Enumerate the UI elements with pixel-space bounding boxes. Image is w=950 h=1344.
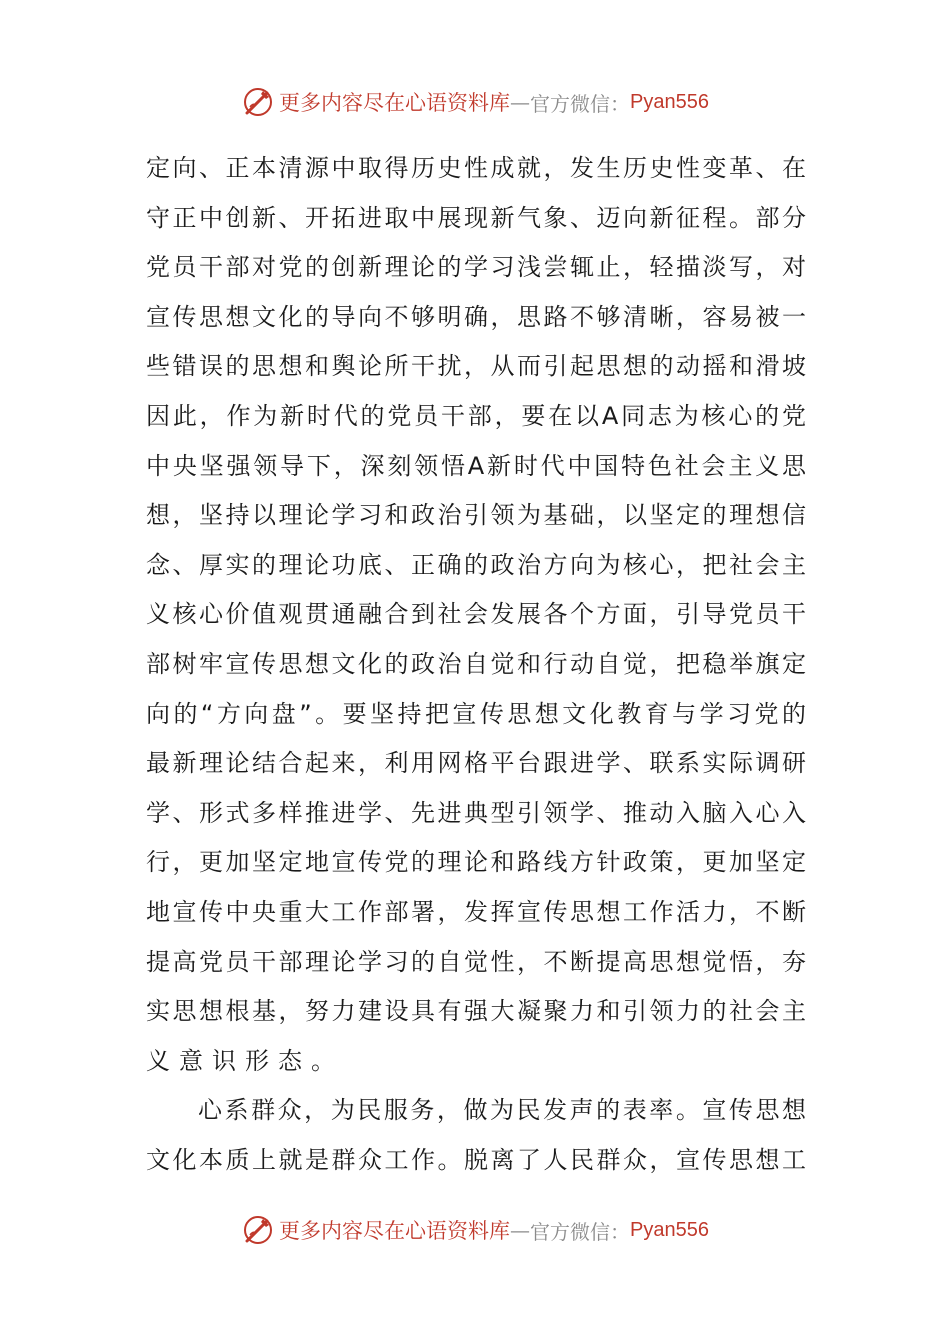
header-wechat-label: 官方微信：: [530, 91, 631, 116]
body-line: 部树牢宣传思想文化的政治自觉和行动自觉，把稳举旗定: [146, 649, 809, 678]
body-line: 文化本质上就是群众工作。脱离了人民群众，宣传思想工: [146, 1145, 809, 1174]
footer-dash: —: [510, 1218, 531, 1242]
pen-logo-icon: [241, 1213, 275, 1247]
body-line: 宣传思想文化的导向不够明确，思路不够清晰，容易被一: [146, 302, 809, 331]
body-line: 实思想根基，努力建设具有强大凝聚力和引领力的社会主: [146, 997, 809, 1026]
footer-wechat-id: Pyan556: [630, 1218, 709, 1241]
body-line: 守正中创新、开拓进取中展现新气象、迈向新征程。部分: [146, 203, 809, 232]
body-line: 行，更加坚定地宣传党的理论和路线方针政策，更加坚定: [146, 848, 809, 877]
body-line: 地宣传中央重大工作部署，发挥宣传思想工作活力，不断: [146, 897, 809, 926]
header-wechat-id: Pyan556: [630, 90, 709, 113]
body-line: 念、厚实的理论功底、正确的政治方向为核心，把社会主: [146, 550, 809, 579]
body-line: 些错误的思想和舆论所干扰，从而引起思想的动摇和滑坡: [146, 352, 809, 381]
body-line: 心系群众，为民服务，做为民发声的表率。宣传思想: [198, 1096, 809, 1125]
document-body: [146, 144, 810, 1185]
header-banner: [0, 82, 950, 122]
header-dash: —: [510, 90, 531, 114]
body-line: 向的“方向盘”。要坚持把宣传思想文化教育与学习党的: [146, 699, 810, 728]
body-line: 想，坚持以理论学习和政治引领为基础，以坚定的理想信: [146, 501, 809, 530]
footer-site-text: 更多内容尽在心语资料库: [279, 1219, 511, 1243]
body-line: 义核心价值观贯通融合到社会发展各个方面，引导党员干: [146, 600, 809, 629]
body-line: 义意识形态。: [146, 1046, 344, 1075]
body-line: 因此，作为新时代的党员干部，要在以A同志为核心的党: [146, 401, 809, 430]
body-line: 定向、正本清源中取得历史性成就，发生历史性变革、在: [146, 154, 809, 182]
pen-logo-icon: [241, 85, 275, 119]
header-site-text: 更多内容尽在心语资料库: [279, 91, 511, 115]
body-line: 党员干部对党的创新理论的学习浅尝辄止，轻描淡写，对: [146, 253, 809, 282]
body-line: 提高党员干部理论学习的自觉性，不断提高思想觉悟，夯: [146, 947, 809, 976]
body-line: 学、形式多样推进学、先进典型引领学、推动入脑入心入: [146, 798, 809, 827]
footer-wechat-label: 官方微信：: [530, 1219, 631, 1244]
body-line: 最新理论结合起来，利用网格平台跟进学、联系实际调研: [146, 749, 809, 778]
footer-banner: [0, 1210, 950, 1250]
body-line: 中央坚强领导下，深刻领悟A新时代中国特色社会主义思: [146, 451, 809, 480]
